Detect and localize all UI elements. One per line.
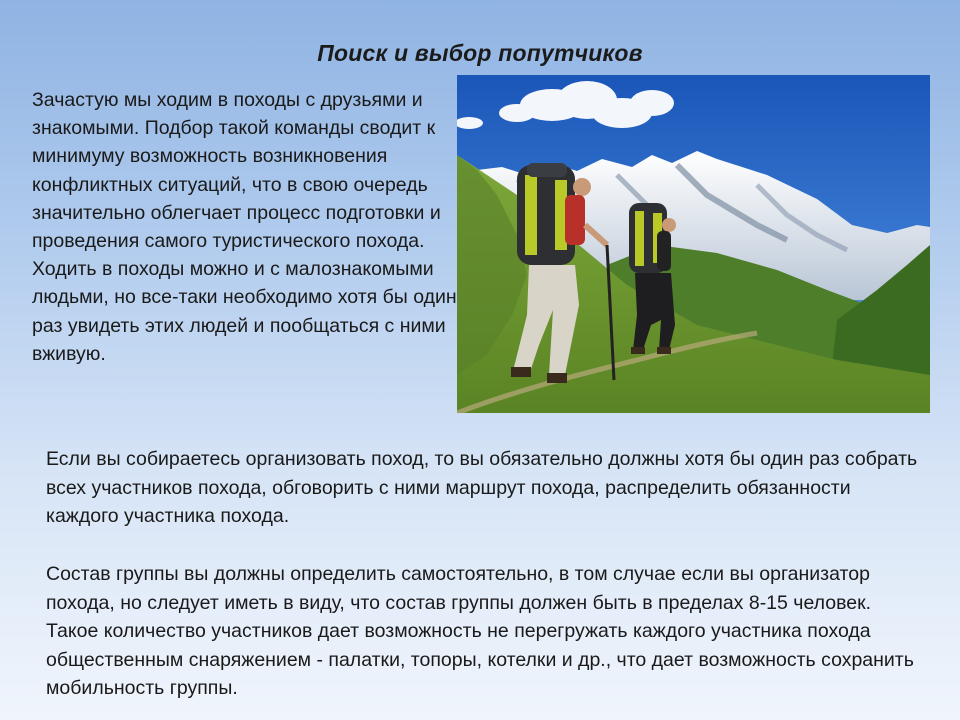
hikers-mountain-photo [457,75,930,413]
intro-paragraph: Зачастую мы ходим в походы с друзьями и знакомыми. Подбор такой команды сводит к минимуму возможность возникновения конфликтных ситуаций, что в свою очередь значительно облегчает процесс подготовки и проведения самого туристического похода. Ходить в походы можно и с малознакомыми людьми, но все-таки необходимо хотя бы один раз увидеть этих людей и пообщаться с ними вживую. [32,89,457,365]
page-title: Поиск и выбор попутчиков [317,40,643,66]
group-size-paragraph: Состав группы вы должны определить самостоятельно, в том случае если вы организатор похода, но следует иметь в виду, что состав группы должен быть в пределах 8-15 человек. Такое количество участников дает возможность не перегружать каждого участника похода общественным снаряжением - палатки, топоры, котелки и др., что дает возможность сохранить мобильность группы. [46,563,914,699]
organize-paragraph: Если вы собираетесь организовать поход, то вы обязательно должны хотя бы один раз собрать всех участников похода, обговорить с ними маршрут похода, распределить обязанности каждого участника похода. [46,448,918,527]
